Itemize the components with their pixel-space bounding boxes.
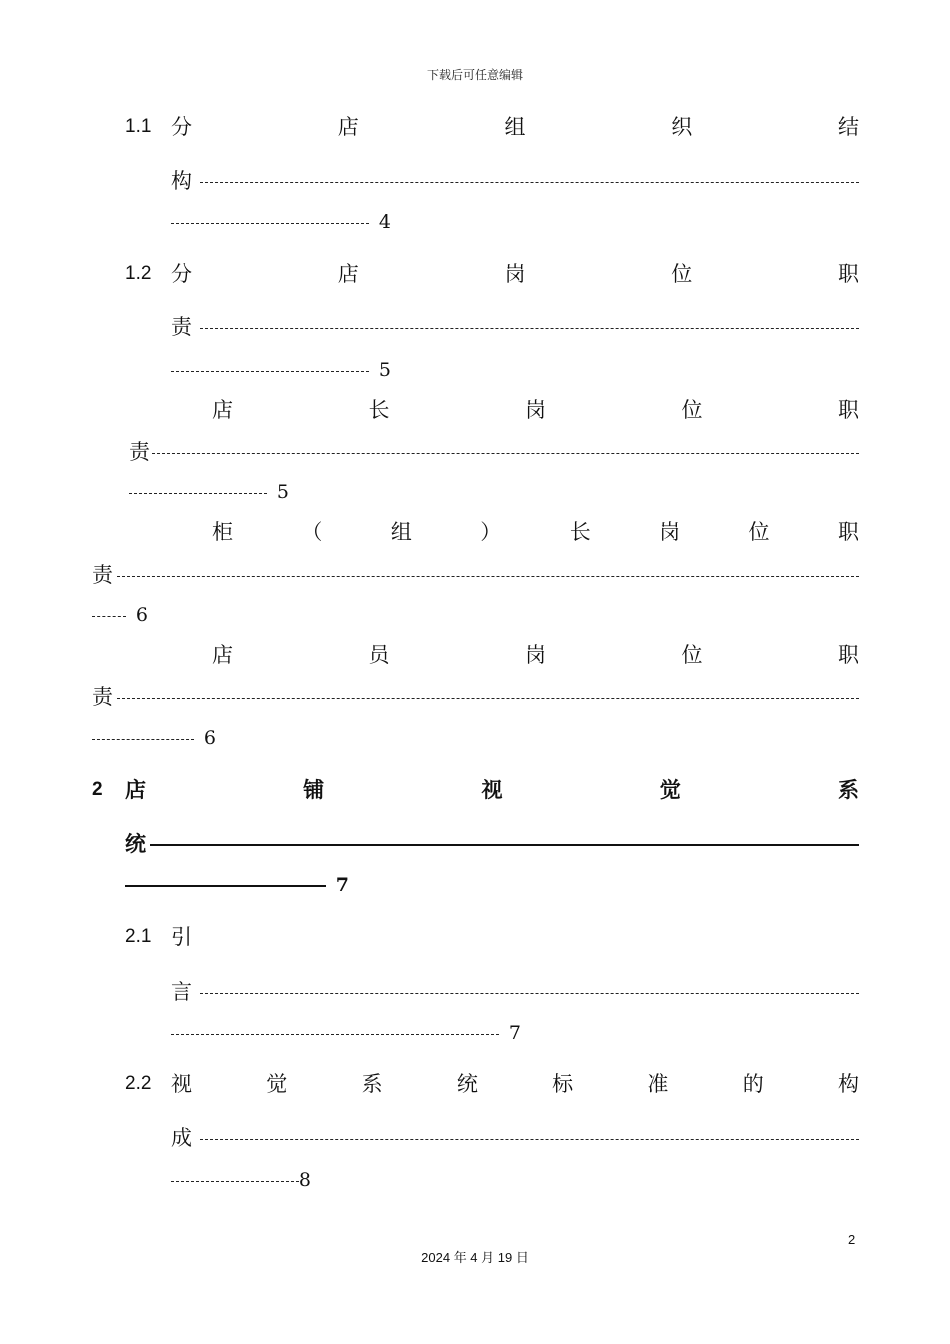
toc-char: 岗 bbox=[659, 520, 681, 544]
toc-page-number: 6 bbox=[135, 604, 148, 626]
leader-dashes bbox=[171, 223, 369, 224]
toc-leader-line bbox=[125, 830, 859, 858]
toc-char: 觉 bbox=[266, 1072, 288, 1096]
toc-lead-char: 责 bbox=[171, 315, 192, 339]
toc-char: 位 bbox=[671, 262, 693, 286]
toc-page-number: 7 bbox=[508, 1022, 521, 1044]
toc-title-chars bbox=[212, 396, 859, 424]
toc-lead-char: 言 bbox=[171, 980, 192, 1004]
toc-char: 员 bbox=[368, 643, 390, 667]
toc-char: 分 bbox=[171, 262, 192, 286]
leader-dashes bbox=[129, 493, 267, 494]
toc-page-number: 5 bbox=[276, 481, 289, 503]
toc-leader-line-2 bbox=[125, 871, 349, 899]
toc-leader-line bbox=[171, 167, 859, 195]
leader-dashes bbox=[171, 1181, 299, 1182]
toc-title-chars bbox=[171, 113, 859, 141]
toc-char: 分 bbox=[171, 115, 192, 139]
toc-title-chars bbox=[171, 260, 859, 288]
toc-leader-line bbox=[92, 683, 859, 711]
toc-leader-line-2 bbox=[171, 356, 391, 384]
leader-dashes bbox=[200, 182, 859, 183]
toc-leader-line bbox=[92, 561, 859, 589]
toc-page-number: 8 bbox=[298, 1169, 311, 1191]
toc-char: 岗 bbox=[525, 643, 546, 667]
toc-leader-line-2 bbox=[129, 478, 289, 506]
toc-char: 位 bbox=[681, 643, 703, 667]
leader-dashes bbox=[117, 698, 859, 699]
toc-leader-line-2 bbox=[171, 1019, 521, 1047]
toc-leader-line bbox=[171, 313, 859, 341]
footer-date: 2024 年 4 月 19 日 bbox=[421, 1250, 529, 1265]
toc-char: 长 bbox=[368, 398, 390, 422]
toc-char: 职 bbox=[838, 643, 859, 667]
toc-title-chars bbox=[212, 518, 859, 546]
leader-dashes bbox=[150, 844, 859, 846]
leader-dashes bbox=[92, 739, 194, 740]
toc-char: 视 bbox=[171, 1072, 192, 1096]
toc-number: 1.1 bbox=[125, 116, 152, 137]
toc-lead-char: 责 bbox=[129, 440, 150, 464]
toc-char: 系 bbox=[361, 1072, 383, 1096]
page-header: 下载后可任意编辑 bbox=[426, 68, 523, 82]
leader-dashes bbox=[200, 1139, 859, 1140]
toc-leader-line bbox=[171, 1124, 859, 1152]
toc-lead-char: 责 bbox=[92, 563, 113, 587]
leader-dashes bbox=[200, 328, 859, 329]
toc-lead-char: 成 bbox=[171, 1126, 192, 1150]
toc-page-number: 6 bbox=[203, 727, 216, 749]
leader-dashes bbox=[171, 1034, 499, 1035]
toc-char: 觉 bbox=[659, 777, 681, 802]
toc-char: 位 bbox=[748, 520, 770, 544]
toc-char: 店 bbox=[337, 115, 359, 139]
toc-char: 统 bbox=[456, 1072, 478, 1096]
page-number: 2 bbox=[848, 1232, 856, 1247]
toc-char: 柜 bbox=[212, 520, 233, 544]
leader-dashes bbox=[200, 993, 859, 994]
toc-title-chars bbox=[125, 776, 859, 804]
toc-char: 长 bbox=[569, 520, 591, 544]
toc-title-first-char: 引 bbox=[171, 925, 192, 949]
toc-char: 店 bbox=[337, 262, 359, 286]
toc-char: 组 bbox=[390, 520, 412, 544]
leader-dashes bbox=[125, 885, 326, 887]
toc-char: 织 bbox=[671, 115, 693, 139]
toc-char: 店 bbox=[212, 398, 233, 422]
toc-number: 2.1 bbox=[125, 926, 152, 947]
toc-char: 组 bbox=[504, 115, 526, 139]
toc-char: 位 bbox=[681, 398, 703, 422]
toc-page-number: 4 bbox=[378, 211, 391, 233]
toc-char: 准 bbox=[647, 1072, 669, 1096]
toc-leader-line-2 bbox=[171, 1166, 311, 1194]
toc-char: 结 bbox=[838, 115, 859, 139]
toc-number: 1.2 bbox=[125, 263, 152, 284]
toc-char: 视 bbox=[481, 777, 503, 802]
toc-page-number: 7 bbox=[335, 874, 349, 896]
toc-char: （ bbox=[301, 520, 323, 544]
toc-page-number: 5 bbox=[378, 359, 391, 381]
toc-lead-char: 责 bbox=[92, 685, 113, 709]
toc-char: 职 bbox=[838, 398, 859, 422]
toc-char: 职 bbox=[838, 262, 859, 286]
toc-title-chars bbox=[212, 641, 859, 669]
leader-dashes bbox=[152, 453, 859, 454]
toc-leader-line-2 bbox=[92, 724, 216, 752]
toc-number: 2 bbox=[92, 779, 103, 800]
toc-char: 店 bbox=[125, 777, 146, 802]
toc-char: 标 bbox=[552, 1072, 574, 1096]
toc-title-chars bbox=[171, 1070, 859, 1098]
toc-char: 店 bbox=[212, 643, 233, 667]
toc-char: 的 bbox=[742, 1072, 764, 1096]
toc-number: 2.2 bbox=[125, 1073, 152, 1094]
toc-leader-line bbox=[171, 978, 859, 1006]
toc-leader-line-2 bbox=[171, 208, 391, 236]
toc-char: 岗 bbox=[525, 398, 546, 422]
toc-lead-char: 构 bbox=[171, 169, 192, 193]
toc-leader-line-2 bbox=[92, 601, 148, 629]
toc-char: 岗 bbox=[504, 262, 526, 286]
leader-dashes bbox=[117, 576, 859, 577]
toc-char: 职 bbox=[837, 520, 859, 544]
toc-char: 铺 bbox=[303, 777, 325, 802]
leader-dashes bbox=[92, 616, 126, 617]
leader-dashes bbox=[171, 371, 369, 372]
toc-char: 系 bbox=[838, 777, 859, 802]
toc-char: ） bbox=[480, 520, 502, 544]
toc-char: 构 bbox=[837, 1072, 859, 1096]
toc-leader-line bbox=[129, 438, 859, 466]
toc-lead-char: 统 bbox=[125, 831, 146, 856]
